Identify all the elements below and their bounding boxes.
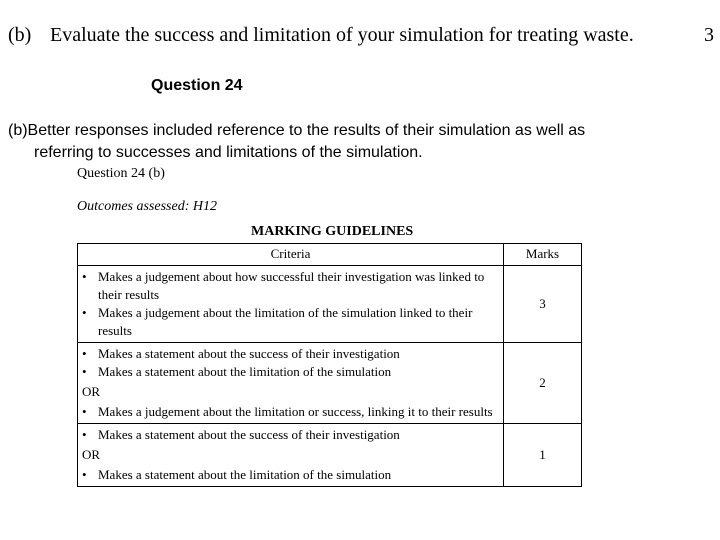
mark-value-band2: 2: [504, 343, 582, 424]
marks-header: Marks: [504, 244, 582, 266]
question-part-label: (b): [8, 24, 32, 46]
or-separator: OR: [82, 384, 101, 399]
criterion-item: • Makes a judgement about the limitation or success, linking it to their results: [82, 404, 493, 419]
marker-comment-line1: (b)Better responses included reference to the results of their simulation as well as: [8, 122, 586, 139]
bullet-icon: •: [82, 269, 87, 284]
criteria-cell-band1: [78, 424, 504, 487]
criteria-cell-band2: [78, 343, 504, 424]
criteria-cell-band3: [78, 266, 504, 343]
criterion-item: • Makes a statement about the success of their investigation: [82, 346, 400, 361]
criterion-item: • Makes a statement about the limitation of the simulation: [82, 364, 392, 379]
table-row-band1: [78, 424, 582, 487]
question-text: Evaluate the success and limitation of your simulation for treating waste.: [50, 24, 634, 46]
table-row-band3: [78, 266, 582, 343]
bullet-icon: •: [82, 427, 87, 442]
table-row-band2: [78, 343, 582, 424]
marker-comment-line2: referring to successes and limitations of the simulation.: [34, 144, 423, 161]
or-separator: OR: [82, 447, 101, 462]
marker-comment: [8, 120, 708, 164]
subquestion-label: Question 24 (b): [77, 166, 165, 181]
bullet-icon: •: [82, 305, 87, 320]
criterion-item: • Makes a judgement about the limitation of the simulation linked to their results: [82, 305, 473, 338]
marking-guidelines-table: [77, 243, 582, 487]
bullet-icon: •: [82, 364, 87, 379]
mark-value-band3: 3: [504, 266, 582, 343]
criterion-item: • Makes a judgement about how successful their investigation was linked to their results: [82, 269, 485, 302]
question-marks: 3: [704, 24, 714, 46]
mark-value-band1: 1: [504, 424, 582, 487]
question-heading: Question 24: [151, 77, 243, 94]
criterion-item: • Makes a statement about the limitation of the simulation: [82, 467, 392, 482]
criteria-header: Criteria: [78, 244, 504, 266]
table-header-row: [78, 244, 582, 266]
criterion-item: • Makes a statement about the success of their investigation: [82, 427, 400, 442]
bullet-icon: •: [82, 404, 87, 419]
marking-guidelines-title: MARKING GUIDELINES: [251, 224, 414, 239]
bullet-icon: •: [82, 467, 87, 482]
outcomes-label: Outcomes assessed: H12: [77, 199, 217, 214]
bullet-icon: •: [82, 346, 87, 361]
